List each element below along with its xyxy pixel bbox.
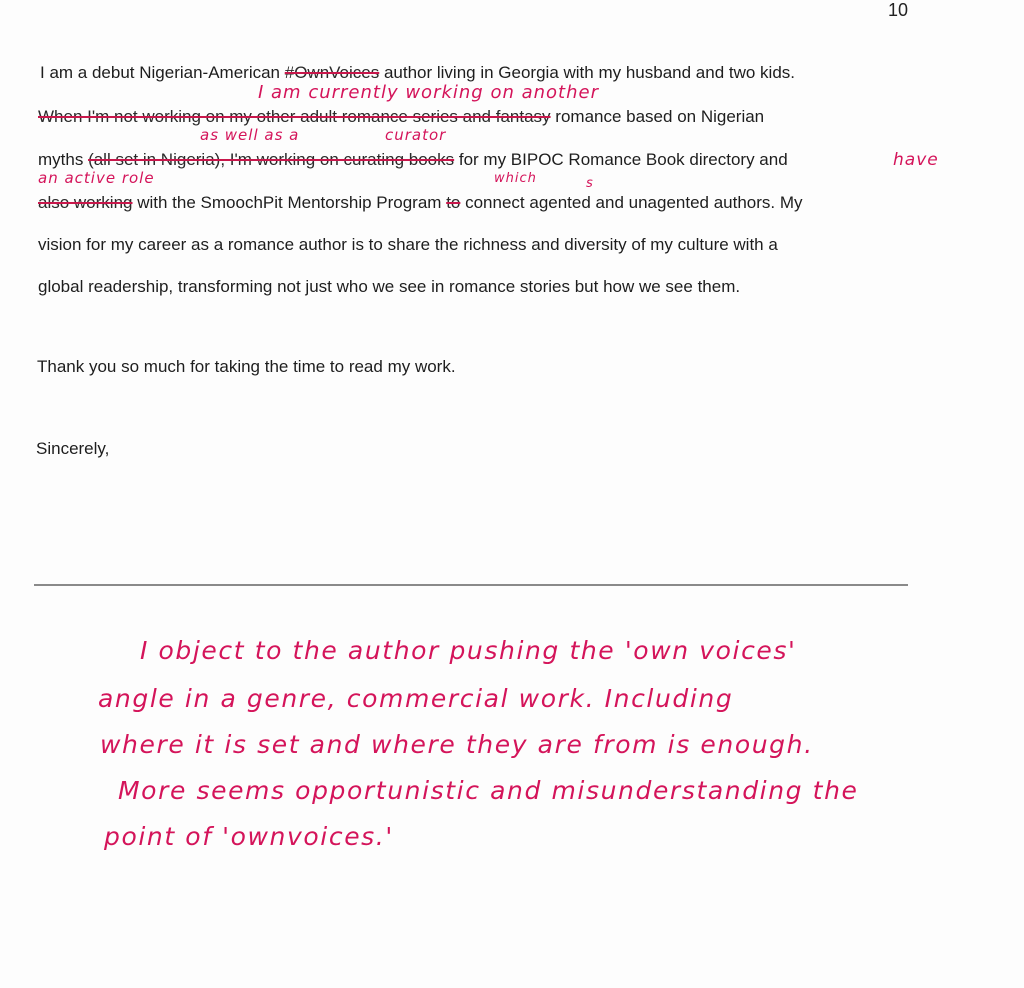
annotation-which: which [494, 171, 537, 186]
annotation-plural-s: s [586, 176, 594, 191]
comment-line-1: I object to the author pushing the 'own voices' [140, 636, 797, 665]
letter-line-5: vision for my career as a romance author is to share the richness and diversity of my culture with a [38, 235, 778, 254]
letter-line-1 [40, 63, 795, 83]
struck-to: to [446, 193, 461, 212]
annotation-active-role: an active role [38, 169, 155, 187]
letter-line-6: global readership, transforming not just who we see in romance stories but how we see them. [38, 277, 741, 296]
struck-also-working: also working [38, 193, 133, 212]
letter-line-3 [38, 150, 788, 170]
annotation-curator: curator [385, 126, 447, 144]
closing-line: Sincerely, [36, 439, 110, 458]
letter-line-2-text-b: romance based on Nigerian [550, 107, 765, 126]
struck-curating-books: (all set in Nigeria), I'm working on curating books [88, 150, 455, 169]
divider-line [34, 584, 908, 586]
comment-line-4: More seems opportunistic and misunderstanding the [118, 776, 859, 805]
struck-not-working: When I'm not working on my other adult romance series and fantasy [38, 107, 551, 126]
letter-line-4 [38, 193, 803, 213]
annotation-as-well-as: as well as a [200, 126, 300, 144]
letter-line-3-text-a: myths [38, 150, 89, 169]
letter-line-4-text-b: connect agented and unagented authors. My [460, 193, 803, 212]
letter-line-4-text-a: with the SmoochPit Mentorship Program [132, 193, 447, 212]
thanks-line: Thank you so much for taking the time to read my work. [37, 357, 456, 376]
page-number: 10 [888, 0, 909, 20]
letter-line-1-text-a: I am a debut Nigerian-American [40, 63, 285, 82]
comment-line-2: angle in a genre, commercial work. Including [98, 684, 734, 713]
letter-line-2 [38, 107, 764, 127]
letter-line-1-text-b: author living in Georgia with my husband and two kids. [379, 63, 796, 82]
annotation-have: have [893, 150, 939, 170]
comment-line-3: where it is set and where they are from is enough. [100, 730, 814, 759]
struck-ownvoices: #OwnVoices [284, 63, 380, 82]
letter-line-3-text-b: for my BIPOC Romance Book directory and [454, 150, 788, 169]
comment-line-5: point of 'ownvoices.' [104, 822, 394, 851]
annotation-currently-working: I am currently working on another [258, 82, 599, 103]
